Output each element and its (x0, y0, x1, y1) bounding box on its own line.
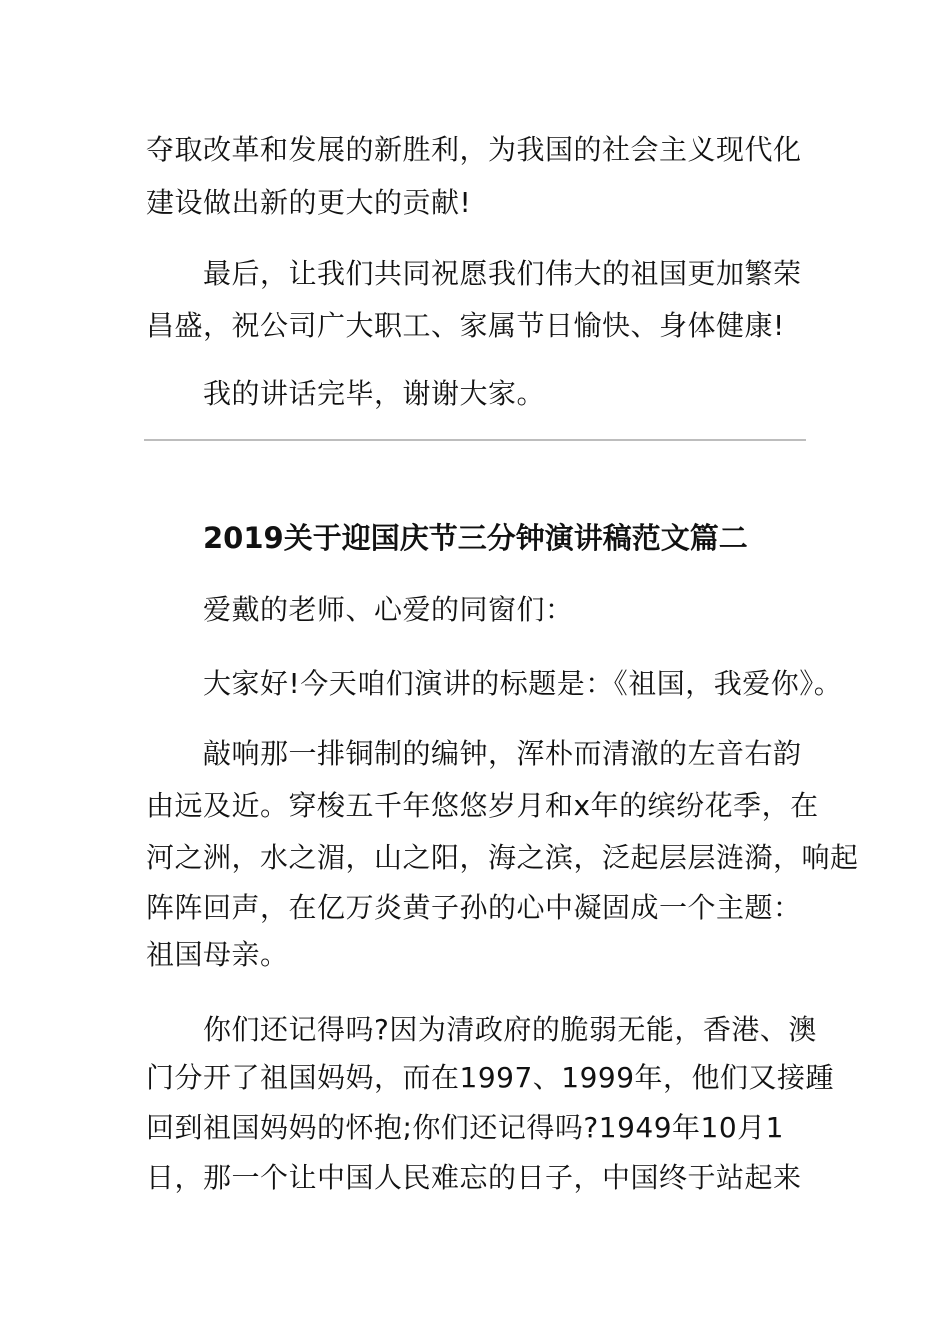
paragraph-line: 敲响那一排铜制的编钟，浑朴而清澈的左音右韵 (203, 737, 802, 770)
paragraph-line: 你们还记得吗?因为清政府的脆弱无能，香港、澳 (203, 1013, 817, 1046)
paragraph-line: 由远及近。穿梭五千年悠悠岁月和x年的缤纷花季，在 (146, 789, 819, 822)
section-divider (144, 439, 806, 441)
paragraph-line: 日，那一个让中国人民难忘的日子，中国终于站起来 (146, 1161, 802, 1194)
section-title: 2019关于迎国庆节三分钟演讲稿范文篇二 (203, 521, 748, 555)
greeting-line: 爱戴的老师、心爱的同窗们： (203, 593, 574, 626)
paragraph-line: 昌盛，祝公司广大职工、家属节日愉快、身体健康! (146, 309, 785, 342)
opening-line: 大家好!今天咱们演讲的标题是：《祖国，我爱你》。 (203, 667, 843, 700)
paragraph-line: 阵阵回声，在亿万炎黄子孙的心中凝固成一个主题： (146, 891, 802, 924)
paragraph-line: 回到祖国妈妈的怀抱;你们还记得吗?1949年10月1 (146, 1111, 784, 1144)
paragraph-line: 建设做出新的更大的贡献! (146, 186, 472, 219)
paragraph-line: 河之洲，水之湄，山之阳，海之滨，泛起层层涟漪，响起 (146, 841, 859, 874)
paragraph-line: 门分开了祖国妈妈，而在1997、1999年，他们又接踵 (146, 1061, 835, 1094)
paragraph-line: 祖国母亲。 (146, 938, 289, 971)
paragraph-line: 夺取改革和发展的新胜利，为我国的社会主义现代化 (146, 133, 802, 166)
paragraph-line: 我的讲话完毕，谢谢大家。 (203, 377, 546, 410)
paragraph-line: 最后，让我们共同祝愿我们伟大的祖国更加繁荣 (203, 257, 802, 290)
